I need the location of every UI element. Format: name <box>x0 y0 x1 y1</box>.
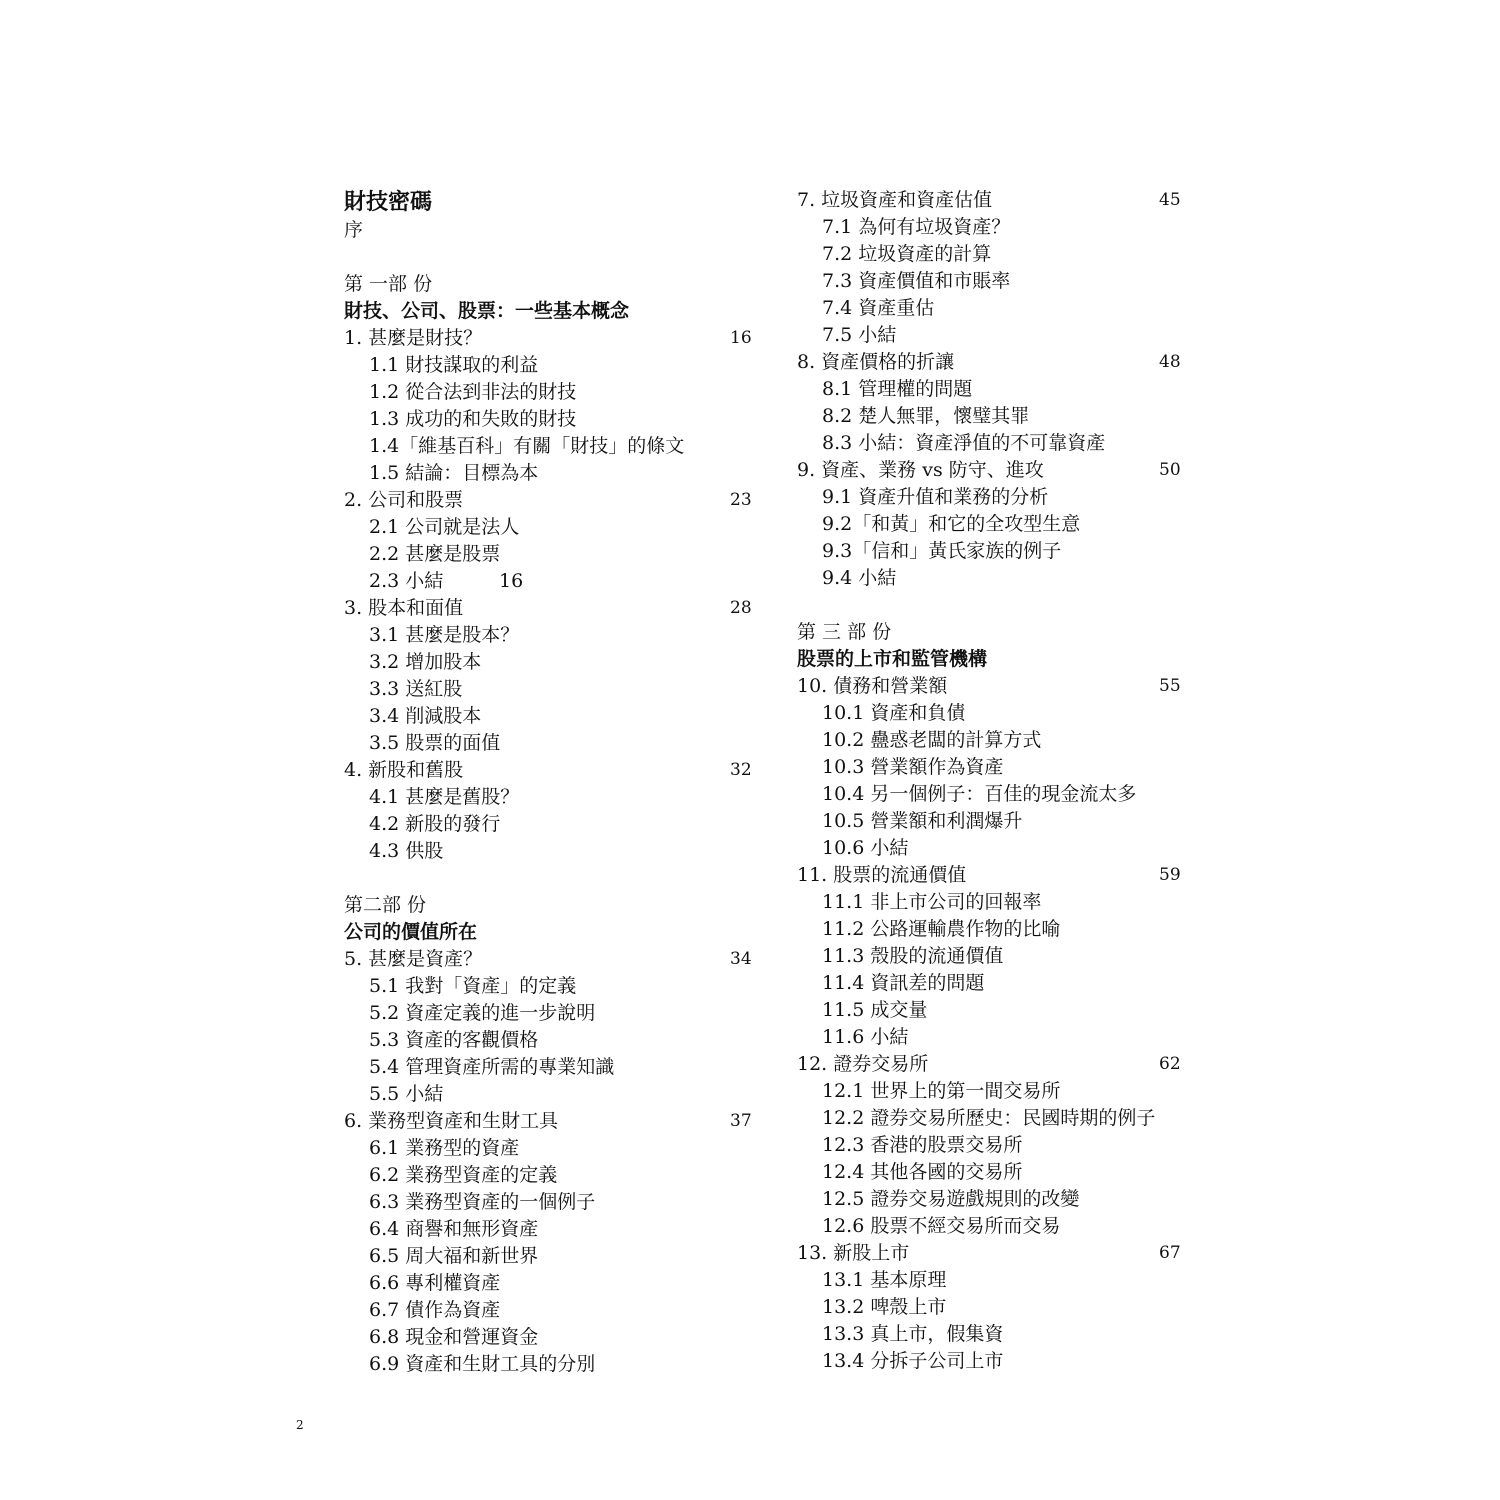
page-number: 23 <box>730 490 752 510</box>
chapter-1 <box>344 325 764 352</box>
section-2-1: 2.1 公司就是法人 <box>369 516 520 538</box>
chapter-title: 11. 股票的流通價值 <box>797 864 967 886</box>
page-number: 34 <box>730 949 752 969</box>
section-10-1: 10.1 資產和負債 <box>822 702 966 724</box>
page-number: 37 <box>730 1111 752 1131</box>
section-12-3: 12.3 香港的股票交易所 <box>822 1134 1023 1156</box>
section-5-3: 5.3 資產的客觀價格 <box>369 1029 539 1051</box>
section-13-4: 13.4 分拆子公司上市 <box>822 1350 1004 1372</box>
section-5-1: 5.1 我對「資產」的定義 <box>369 975 577 997</box>
section-1-4: 1.4「維基百科」有關「財技」的條文 <box>369 435 685 457</box>
section-9-4: 9.4 小結 <box>822 567 897 589</box>
section-3-5: 3.5 股票的面值 <box>369 732 501 754</box>
chapter-title: 6. 業務型資產和生財工具 <box>344 1110 559 1132</box>
section-8-2: 8.2 楚人無罪，懷璧其罪 <box>822 405 1030 427</box>
footer-page-number: 2 <box>296 1418 304 1432</box>
chapter-title: 13. 新股上市 <box>797 1242 910 1264</box>
section-5-2: 5.2 資產定義的進一步說明 <box>369 1002 596 1024</box>
chapter-5 <box>344 946 764 973</box>
page-number: 16 <box>730 328 752 348</box>
section-title: 2.3 小結 <box>369 570 444 592</box>
chapter-13 <box>797 1240 1207 1267</box>
chapter-title: 3. 股本和面值 <box>344 597 464 619</box>
section-4-1: 4.1 甚麼是舊股？ <box>369 786 520 808</box>
chapter-12 <box>797 1051 1207 1078</box>
chapter-2 <box>344 487 764 514</box>
section-10-2: 10.2 蠱惑老闆的計算方式 <box>822 729 1042 751</box>
section-4-3: 4.3 供股 <box>369 840 444 862</box>
section-6-9: 6.9 資產和生財工具的分別 <box>369 1353 596 1375</box>
section-3-4: 3.4 削減股本 <box>369 705 482 727</box>
section-6-3: 6.3 業務型資產的一個例子 <box>369 1191 596 1213</box>
section-11-4: 11.4 資訊差的問題 <box>822 972 985 994</box>
part-2-label: 第二部 份 <box>344 894 427 916</box>
section-12-6: 12.6 股票不經交易所而交易 <box>822 1215 1061 1237</box>
section-12-2: 12.2 證券交易所歷史：民國時期的例子 <box>822 1107 1156 1129</box>
chapter-9 <box>797 457 1207 484</box>
section-7-2: 7.2 垃圾資產的計算 <box>822 243 992 265</box>
chapter-title: 4. 新股和舊股 <box>344 759 464 781</box>
section-7-3: 7.3 資產價值和市賬率 <box>822 270 1011 292</box>
section-12-1: 12.1 世界上的第一間交易所 <box>822 1080 1061 1102</box>
section-1-1: 1.1 財技謀取的利益 <box>369 354 539 376</box>
part-1-label: 第 一部 份 <box>344 273 433 295</box>
section-10-6: 10.6 小結 <box>822 837 909 859</box>
section-1-2: 1.2 從合法到非法的財技 <box>369 381 577 403</box>
chapter-title: 5. 甚麼是資產？ <box>344 948 483 970</box>
chapter-7 <box>797 187 1207 214</box>
section-11-6: 11.6 小結 <box>822 1026 909 1048</box>
book-title: 財技密碼 <box>344 189 433 215</box>
chapter-title: 12. 證券交易所 <box>797 1053 929 1075</box>
page-number: 59 <box>1159 865 1181 885</box>
section-5-4: 5.4 管理資產所需的專業知識 <box>369 1056 615 1078</box>
chapter-title: 1. 甚麼是財技？ <box>344 327 483 349</box>
section-8-3: 8.3 小結：資產淨值的不可靠資產 <box>822 432 1106 454</box>
page-number: 62 <box>1159 1054 1181 1074</box>
section-12-4: 12.4 其他各國的交易所 <box>822 1161 1023 1183</box>
toc-right-column <box>797 187 1207 1375</box>
page-number: 32 <box>730 760 752 780</box>
section-3-2: 3.2 增加股本 <box>369 651 482 673</box>
chapter-4 <box>344 757 764 784</box>
section-11-2: 11.2 公路運輸農作物的比喻 <box>822 918 1061 940</box>
page-number: 50 <box>1159 460 1181 480</box>
section-2-3 <box>344 568 764 595</box>
section-10-4: 10.4 另一個例子：百佳的現金流太多 <box>822 783 1137 805</box>
section-3-1: 3.1 甚麼是股本？ <box>369 624 520 646</box>
section-6-7: 6.7 債作為資產 <box>369 1299 501 1321</box>
chapter-6 <box>344 1108 764 1135</box>
section-10-3: 10.3 營業額作為資產 <box>822 756 1004 778</box>
section-13-2: 13.2 啤殼上市 <box>822 1296 947 1318</box>
section-11-5: 11.5 成交量 <box>822 999 928 1021</box>
section-7-5: 7.5 小結 <box>822 324 897 346</box>
section-10-5: 10.5 營業額和利潤爆升 <box>822 810 1023 832</box>
section-12-5: 12.5 證券交易遊戲規則的改變 <box>822 1188 1080 1210</box>
section-7-4: 7.4 資產重估 <box>822 297 935 319</box>
part-3-label: 第 三 部 份 <box>797 621 892 643</box>
section-7-1: 7.1 為何有垃圾資產？ <box>822 216 1011 238</box>
toc-left-column <box>344 187 764 1378</box>
section-4-2: 4.2 新股的發行 <box>369 813 501 835</box>
section-13-3: 13.3 真上市，假集資 <box>822 1323 1004 1345</box>
page-number: 28 <box>730 598 752 618</box>
section-6-4: 6.4 商譽和無形資產 <box>369 1218 539 1240</box>
section-1-3: 1.3 成功的和失敗的財技 <box>369 408 577 430</box>
chapter-title: 9. 資產、業務 vs 防守、進攻 <box>797 459 1044 481</box>
section-5-5: 5.5 小結 <box>369 1083 444 1105</box>
chapter-title: 7. 垃圾資產和資產估值 <box>797 189 993 211</box>
chapter-title: 10. 債務和營業額 <box>797 675 948 697</box>
section-9-1: 9.1 資產升值和業務的分析 <box>822 486 1049 508</box>
part-1-title: 財技、公司、股票：一些基本概念 <box>344 300 630 322</box>
page-number: 67 <box>1159 1243 1181 1263</box>
stray-page-number: 16 <box>499 570 524 592</box>
chapter-title: 2. 公司和股票 <box>344 489 464 511</box>
chapter-8 <box>797 349 1207 376</box>
section-3-3: 3.3 送紅股 <box>369 678 463 700</box>
page-number: 45 <box>1159 190 1181 210</box>
section-6-5: 6.5 周大福和新世界 <box>369 1245 539 1267</box>
section-6-8: 6.8 現金和營運資金 <box>369 1326 539 1348</box>
section-9-2: 9.2「和黃」和它的全攻型生意 <box>822 513 1081 535</box>
section-2-2: 2.2 甚麼是股票 <box>369 543 501 565</box>
section-6-1: 6.1 業務型的資產 <box>369 1137 520 1159</box>
part-3-title: 股票的上市和監管機構 <box>797 648 988 670</box>
section-6-6: 6.6 專利權資產 <box>369 1272 501 1294</box>
section-1-5: 1.5 結論：目標為本 <box>369 462 539 484</box>
section-6-2: 6.2 業務型資產的定義 <box>369 1164 558 1186</box>
chapter-title: 8. 資產價格的折讓 <box>797 351 955 373</box>
chapter-11 <box>797 862 1207 889</box>
chapter-10 <box>797 673 1207 700</box>
section-13-1: 13.1 基本原理 <box>822 1269 947 1291</box>
page-number: 55 <box>1159 676 1181 696</box>
section-9-3: 9.3「信和」黃氏家族的例子 <box>822 540 1062 562</box>
section-8-1: 8.1 管理權的問題 <box>822 378 973 400</box>
chapter-3 <box>344 595 764 622</box>
section-11-1: 11.1 非上市公司的回報率 <box>822 891 1042 913</box>
section-11-3: 11.3 殼股的流通價值 <box>822 945 1004 967</box>
part-2-title: 公司的價值所在 <box>344 921 478 943</box>
preface-entry: 序 <box>344 219 364 241</box>
page-number: 48 <box>1159 352 1181 372</box>
